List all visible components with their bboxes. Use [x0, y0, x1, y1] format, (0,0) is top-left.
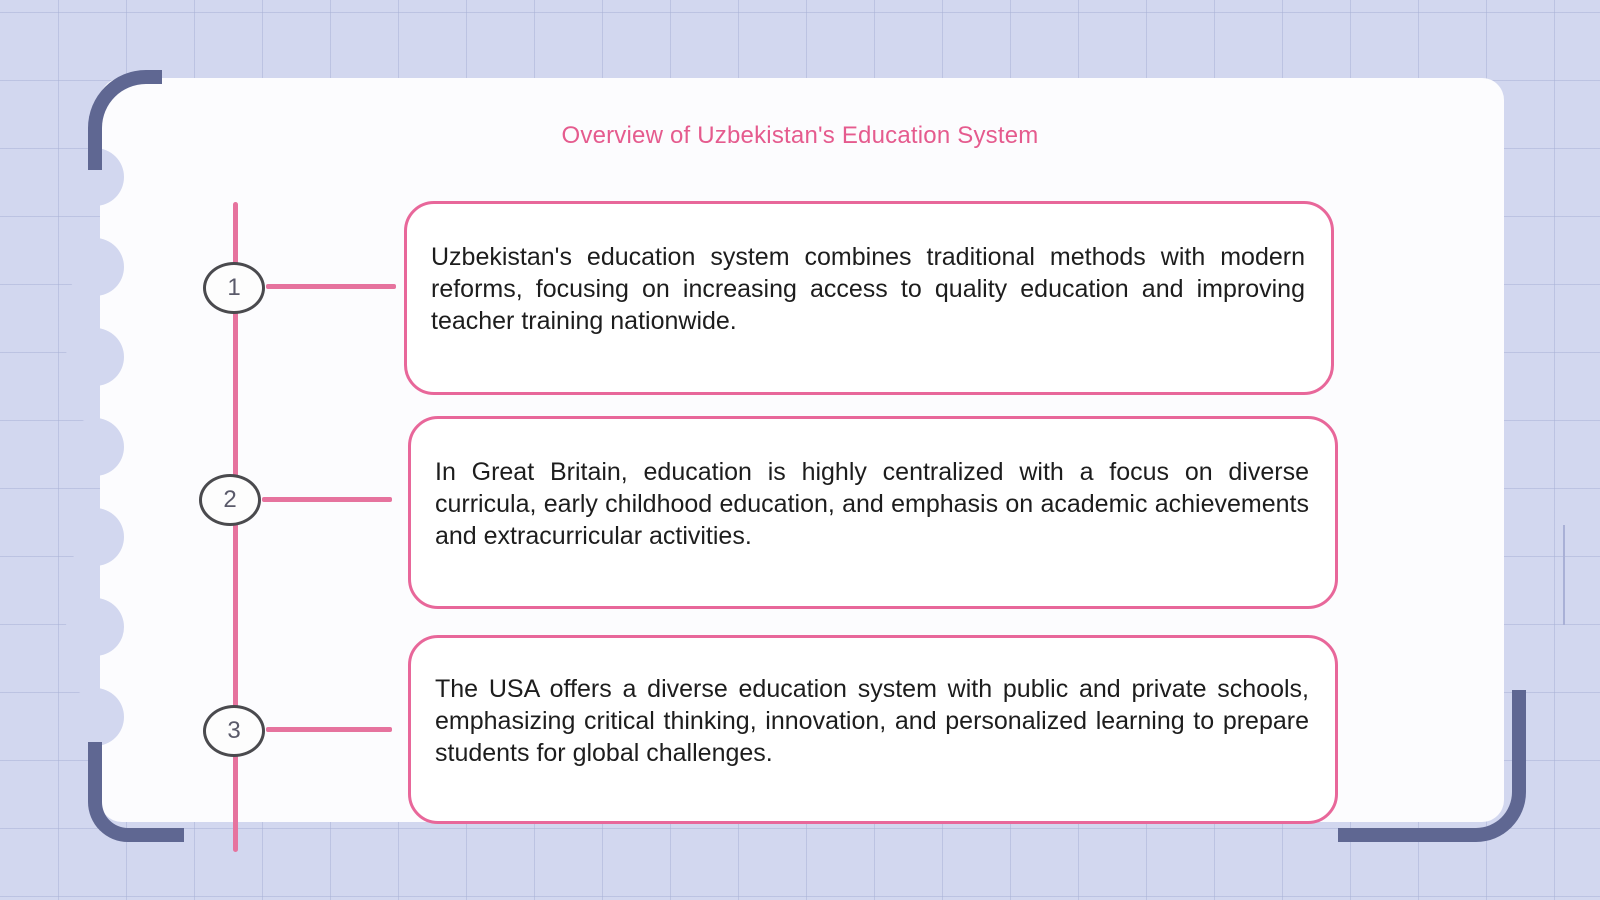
timeline-card-3: [408, 635, 1338, 824]
slide-title: Overview of Uzbekistan's Education System: [561, 122, 1039, 149]
decorative-line: [1563, 525, 1565, 625]
timeline-node-3: 3: [203, 705, 265, 757]
corner-bracket-bottom-left: [88, 742, 184, 842]
timeline-connector: [262, 497, 392, 502]
paper-scallop: [66, 328, 124, 386]
timeline-connector: [266, 284, 396, 289]
paper-scallop: [66, 418, 124, 476]
timeline-node-2: 2: [199, 474, 261, 526]
corner-bracket-bottom-right: [1338, 690, 1526, 842]
timeline-node-1: 1: [203, 262, 265, 314]
timeline-card-2: [408, 416, 1338, 609]
paper-scallop: [66, 508, 124, 566]
paper-scallop: [66, 598, 124, 656]
corner-bracket-top-left: [88, 70, 162, 170]
paper-scallop: [66, 238, 124, 296]
timeline-card-text: Uzbekistan's education system combines traditional methods with modern reforms, focusing on increasing access to quality education and improving teacher training nationwide.: [431, 243, 1305, 335]
timeline-card-1: [404, 201, 1334, 395]
paper-scallop: [66, 688, 124, 746]
timeline-connector: [266, 727, 392, 732]
timeline-card-text: In Great Britain, education is highly centralized with a focus on diverse curricula, early childhood education, and emphasis on academic achievements and extracurricular activities.: [435, 457, 1309, 550]
timeline-card-text: The USA offers a diverse education system with public and private schools, emphasizing critical thinking, innovation, and personalized learning to prepare students for global challenges.: [435, 674, 1309, 767]
